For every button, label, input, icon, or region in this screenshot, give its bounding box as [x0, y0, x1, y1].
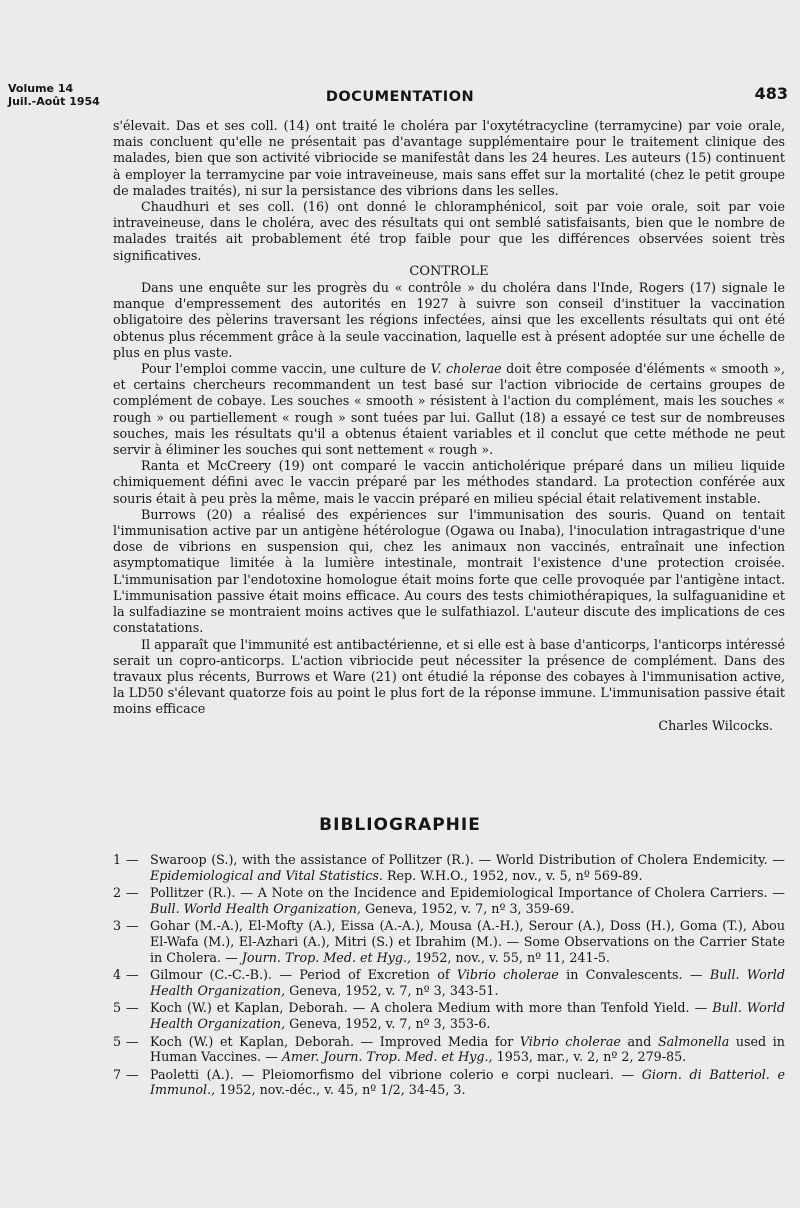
reference-list [113, 852, 785, 1100]
reference-details: Geneva, 1952, v. 7, nº 3, 359-69. [360, 900, 575, 916]
issue-date: Juil.-Août 1954 [8, 95, 100, 108]
paragraph-2: Chaudhuri et ses coll. (16) ont donné le chloramphénicol, soit par voie orale, soit par voie intraveineuse, dans le choléra, avec des résultats qui ont semblé satisfaisants, bien que le nombre de malades traités ait probablement été trop faible pour que les différences observées soient très significatives. [113, 199, 785, 263]
reference-text: Koch (W.) et Kaplan, Deborah. — A cholera Medium with more than Tenfold Yield. — [150, 1000, 713, 1016]
running-header-title: DOCUMENTATION [325, 89, 475, 105]
reference-details: 1953, mar., v. 2, nº 2, 279-85. [492, 1049, 687, 1065]
reference-text-2: in Convalescents. — [558, 967, 710, 983]
article-body [113, 118, 785, 734]
reference-journal: Bull. World Health Organization, [150, 1000, 785, 1031]
reference-item: 3 — Gohar (M.-A.), El-Mofty (A.), Eissa (A.-A.), Mousa (A.-H.), Serour (A.), Doss (H.), Goma (T.), Abou El-Wafa (M.), El-Azhari (A.), Mitri (S.) et Ibrahim (M.). — Some Observations on the Carrier State in Cholera. — Journ. Trop. Med. et Hyg., 1952, nov., v. 55, nº 11, 241-5. [113, 918, 785, 965]
reference-details: Rep. W.H.O., 1952, nov., v. 5, nº 569-89. [382, 867, 643, 883]
reference-text: Koch (W.) et Kaplan, Deborah. — Improved Media for [150, 1033, 520, 1049]
paragraph-1: s'élevait. Das et ses coll. (14) ont traité le choléra par l'oxytétracycline (terramycine) par voie orale, mais concluent qu'elle ne présentait pas d'avantage supplémentaire pour le traitement clinique des malades, bien que son activité vibriocide se manifestât dans les 24 heures. Les auteurs (15) continuent à employer la terramycine par voie intraveineuse, mais sans effet sur la mortalité (chez le petit groupe de malades traités), ni sur la persistance des vibrions dans les selles. [113, 118, 785, 198]
reference-number: 1 [113, 852, 122, 867]
reference-species: Vibrio cholerae [456, 967, 559, 983]
reference-journal: Amer. Journ. Trop. Med. et Hyg., [281, 1049, 493, 1065]
reference-item: 5 — Koch (W.) et Kaplan, Deborah. — A cholera Medium with more than Tenfold Yield. — Bull. World Health Organization, Geneva, 1952, v. 7, nº 3, 353-6. [113, 1000, 785, 1031]
section-heading: CONTROLE [409, 263, 489, 279]
paragraph-3: Dans une enquête sur les progrès du « contrôle » du choléra dans l'Inde, Rogers (17) signale le manque d'empressement des autorités en 1927 à suivre son conseil d'instituer la vaccination obligatoire des pèlerins traversant les régions infectées, ainsi que les excellents résultats qui ont été obtenus plus récemment grâce à la seule vaccination, laquelle est à présent adoptée sur une échelle de plus en plus vaste. [113, 280, 785, 360]
reference-journal: Epidemiological and Vital Statistics. [150, 867, 383, 883]
reference-number: 5 [113, 1033, 122, 1049]
reference-journal: Bull. World Health Organization, [150, 967, 785, 998]
bibliography-title: BIBLIOGRAPHIE [319, 815, 481, 835]
page-number: 483 [754, 84, 788, 103]
paragraph-6: Burrows (20) a réalisé des expériences sur l'immunisation des souris. Quand on tentait l'immunisation active par un antigène hétérologue (Ogawa ou Inaba), l'inoculation intragastrique d'une dose de vibrions en suspension qui, chez les animaux non vaccinés, entraînait une infection asymptomatique limitée à la lumière intestinale, montrait l'existence d'une protection croisée. L'immunisation par l'endotoxine homologue était moins forte que celle provoquée par l'antigène intact. L'immunisation passive était moins efficace. Au cours des tests chimiothérapiques, la sulfaguanidine et la sulfadiazine se montraient moins actives que le sulfathiazol. L'auteur discute des implications de ces constatations. [113, 506, 785, 636]
p4-species: V. cholerae [430, 361, 502, 377]
reference-number: 3 [113, 918, 122, 934]
reference-text-2: and [620, 1033, 658, 1049]
reference-item: 5 — Koch (W.) et Kaplan, Deborah. — Improved Media for Vibrio cholerae and Salmonella used in Human Vaccines. — Amer. Journ. Trop. Med. et Hyg., 1953, mar., v. 2, nº 2, 279-85. [113, 1033, 785, 1065]
reference-text: Swaroop (S.), with the assistance of Pollitzer (R.). — World Distribution of Cholera Endemicity. — [150, 852, 785, 867]
reference-number: 4 [113, 967, 122, 983]
reference-journal: Giorn. di Batteriol. e Immunol., [150, 1066, 785, 1098]
reference-text: Gilmour (C.-C.-B.). — Period of Excretion of [150, 967, 457, 983]
reference-journal: Bull. World Health Organization, [150, 900, 361, 916]
paragraph-5: Ranta et McCreery (19) ont comparé le vaccin anticholérique préparé dans un milieu liquide chimiquement défini avec le vaccin préparé par les méthodes standard. La protection conférée aux souris était à peu près la même, mais le vaccin préparé en milieu spécial était relativement instable. [113, 458, 785, 506]
p4-text-a: Pour l'emploi comme vaccin, une culture de [141, 361, 431, 377]
reference-species: Vibrio cholerae [519, 1033, 621, 1049]
reference-details: 1952, nov.-déc., v. 45, nº 1/2, 34-45, 3. [215, 1082, 466, 1098]
reference-details: Geneva, 1952, v. 7, nº 3, 353-6. [285, 1015, 491, 1031]
reference-item: 7 — Paoletti (A.). — Pleiomorfismo del vibrione colerio e corpi nucleari. — Giorn. di Batteriol. e Immunol., 1952, nov.-déc., v. 45, nº 1/2, 34-45, 3. [113, 1066, 785, 1098]
reference-journal: Journ. Trop. Med. et Hyg., [241, 949, 412, 965]
reference-text: Gohar (M.-A.), El-Mofty (A.), Eissa (A.-A.), Mousa (A.-H.), Serour (A.), Doss (H.), Goma (T.), Abou El-Wafa (M.), El-Azhari (A.), Mitri (S.) et Ibrahim (M.). — Some Observations on the Carrier State in Cholera. — [150, 918, 785, 965]
reference-species-2: Salmonella [657, 1033, 730, 1049]
reference-item: 4 — Gilmour (C.-C.-B.). — Period of Excretion of Vibrio cholerae in Convalescents. — Bull. World Health Organization, Geneva, 1952, v. 7, nº 3, 343-51. [113, 967, 785, 998]
volume-label: Volume 14 [8, 82, 74, 95]
reference-details: Geneva, 1952, v. 7, nº 3, 343-51. [285, 982, 499, 998]
reference-details: 1952, nov., v. 55, nº 11, 241-5. [411, 949, 610, 965]
reference-text: Paoletti (A.). — Pleiomorfismo del vibrione colerio e corpi nucleari. — [150, 1066, 642, 1082]
reference-number: 5 [113, 1000, 122, 1016]
reference-number: 7 [113, 1066, 122, 1082]
reference-item: 1 — Swaroop (S.), with the assistance of Pollitzer (R.). — World Distribution of Cholera Endemicity. — Epidemiological and Vital Statistics. Rep. W.H.O., 1952, nov., v. 5, nº 569-89. [113, 852, 785, 883]
reference-item: 2 — Pollitzer (R.). — A Note on the Incidence and Epidemiological Importance of Cholera Carriers. — Bull. World Health Organization, Geneva, 1952, v. 7, nº 3, 359-69. [113, 885, 785, 916]
reference-text-3: used in Human Vaccines. — [150, 1033, 785, 1065]
p4-text-b: doit être composée d'éléments « smooth », et certains chercheurs recommandent un test basé sur l'action vibriocide de certains groupes de complément de cobaye. Les souches « smooth » résistent à l'action du complément, mais les souches « rough » ou partiellement « rough » sont tuées par lui. Gallut (18) a essayé ce test sur de nombreuses souches, mais les résultats qu'il a obtenus étaient variables et il conclut que cette méthode ne peut servir à éliminer les souches qui sont nettement « rough ». [113, 361, 785, 458]
reference-number: 2 [113, 885, 122, 901]
paragraph-4 [113, 361, 785, 458]
reference-text: Pollitzer (R.). — A Note on the Incidence and Epidemiological Importance of Cholera Carriers. — [150, 885, 785, 901]
paragraph-7: Il apparaît que l'immunité est antibactérienne, et si elle est à base d'anticorps, l'anticorps intéressé serait un copro-anticorps. L'action vibriocide peut nécessiter la présence de complément. Dans des travaux plus récents, Burrows et Ware (21) ont étudié la réponse des cobayes à l'immunisation active, la LD50 s'élevant quatorze fois au point le plus fort de la réponse immune. L'immunisation passive était moins efficace [113, 636, 785, 717]
author-signature: Charles Wilcocks. [658, 717, 773, 733]
